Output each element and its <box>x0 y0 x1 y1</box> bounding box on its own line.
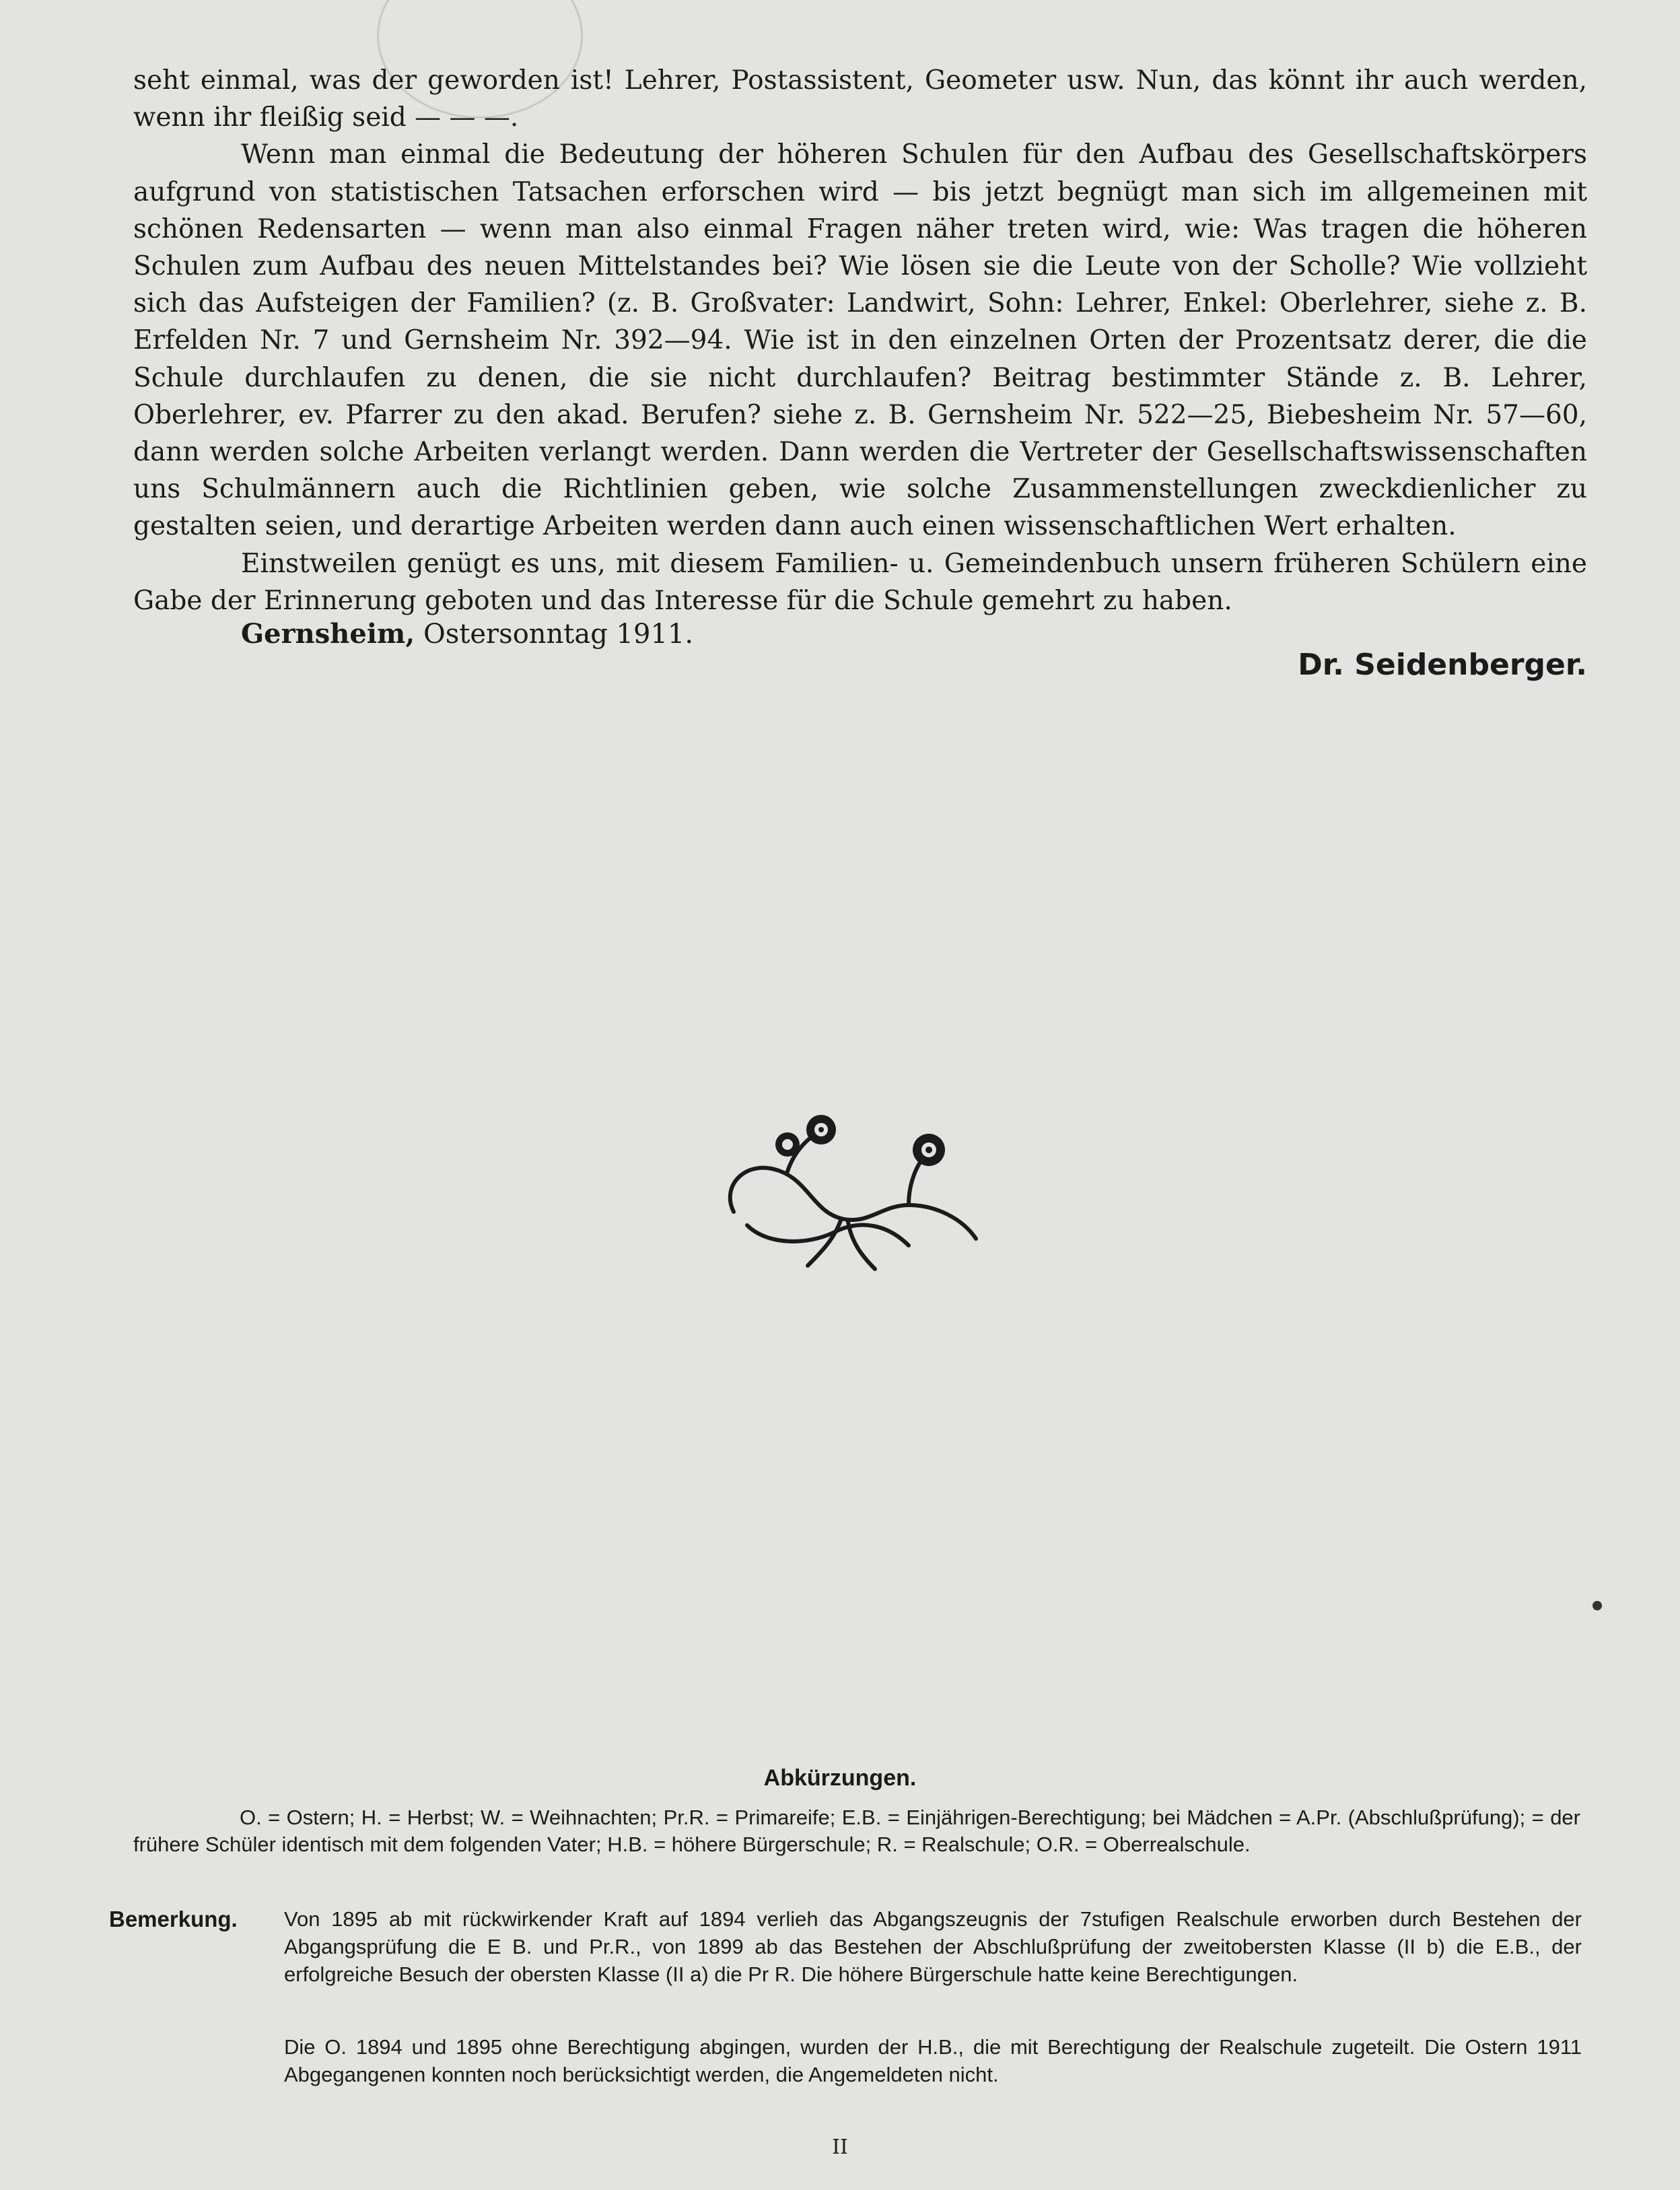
remark-text-2: Die O. 1894 und 1895 ohne Berechtigung abgingen, wurden der H.B., die mit Berechtigung der Realschule zugeteilt. Die Ostern 1911 Abgegangenen konnten noch berücksichtigt werden, die Angemeldeten nicht. <box>284 2035 1582 2086</box>
remark-text-1: Von 1895 ab mit rückwirkender Kraft auf 1894 verlieh das Abgangszeugnis der 7stufigen Realschule erworben durch Bestehen der Abgangsprüfung die E B. und Pr.R., von 1899 ab das Bestehen der Abschlußprüfung der zweitobersten Klasse (II b) die E.B., der erfolgreiche Besuch der obersten Klasse (II a) die Pr R. Die höhere Bürgerschule hatte keine Berechtigungen. <box>284 1907 1582 1986</box>
place-name: Gernsheim, <box>241 618 415 650</box>
remark-label: Bemerkung. <box>109 1907 238 1931</box>
paragraph-statistics: Wenn man einmal die Bedeutung der höheren Schulen für den Aufbau des Gesellschaftskörpers aufgrund von statistischen Tatsachen erforschen wird — bis jetzt begnügt man sich im allgemeinen mit schönen Redensarten — wenn man also einmal Fragen näher treten wird, wie: Was tragen die höheren Schulen zum Aufbau des neuen Mittelstandes bei? Wie lösen sie die Leute von der Scholle? Wie vollzieht sich das Aufsteigen der Familien? (z. B. Großvater: Landwirt, Sohn: Lehrer, Enkel: Oberlehrer, siehe z. B. Erfelden Nr. 7 und Gernsheim Nr. 392—94. Wie ist in den einzelnen Orten der Prozentsatz derer, die die Schule durchlaufen zu denen, die sie nicht durchlaufen? Beitrag bestimmter Stände z. B. Lehrer, Oberlehrer, ev. Pfarrer zu den akad. Berufen? siehe z. B. Gernsheim Nr. 522—25, Biebesheim Nr. 57—60, dann werden solche Arbeiten verlangt werden. Dann werden die Vertreter der Gesellschaftswissenschaften uns Schulmännern auch die Richtlinien geben, wie solche Zusammenstellungen zweckdienlicher zu gestalten seien, und derartige Arbeiten werden dann auch einen wissenschaftlichen Wert erhalten. <box>133 139 1587 542</box>
abbreviations-body <box>133 1804 1580 1858</box>
art-nouveau-flower-ornament-icon <box>707 1111 989 1272</box>
main-text <box>133 62 1587 619</box>
page-number: II <box>832 2135 848 2159</box>
date-text: Ostersonntag 1911. <box>423 619 694 650</box>
paragraph-conclusion: Einstweilen genügt es uns, mit diesem Familien- u. Gemeindenbuch unsern früheren Schülern eine Gabe der Erinnerung geboten und das Interesse für die Schule gemehrt zu haben. <box>133 548 1587 616</box>
abbreviations-title: Abkürzungen. <box>763 1765 917 1791</box>
signature-line <box>133 618 1587 682</box>
author-name: Dr. Seidenberger. <box>1298 648 1587 682</box>
paragraph-intro: seht einmal, was der geworden ist! Lehrer, Postassistent, Geometer usw. Nun, das könnt ihr auch werden, wenn ihr fleißig seid — — —. <box>133 65 1587 133</box>
speck-dot <box>1593 1601 1602 1610</box>
abbreviations-text: O. = Ostern; H. = Herbst; W. = Weihnachten; Pr.R. = Primareife; E.B. = Einjährigen-Berechtigung; bei Mädchen = A.Pr. (Abschlußprüfung); = der frühere Schüler identisch mit dem folgenden Vater; H.B. = höhere Bürgerschule; R. = Realschule; O.R. = Oberrealschule. <box>133 1806 1580 1856</box>
